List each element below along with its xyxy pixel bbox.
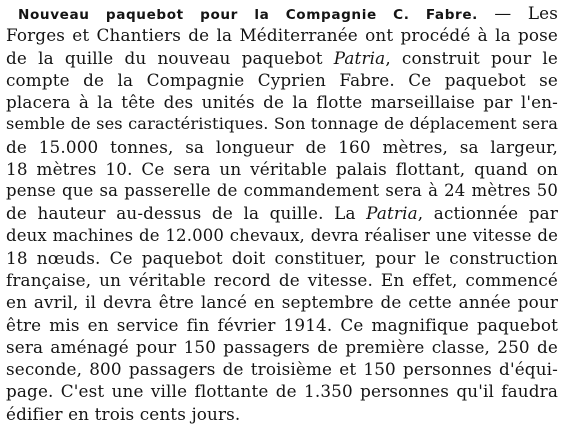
text-line-13 (6, 269, 558, 291)
line-7-text: de 15.000 tonnes, sa longueur de 160 mètres, sa largeur, (6, 136, 558, 157)
line-5-text: placera à la tête des unités de la flotte marseillaise par l'en- (6, 92, 558, 113)
article-heading: Nouveau paquebot pour la Compagnie C. Fabre. (18, 7, 478, 23)
line-10-text-a: de hauteur au-dessus de la quille. La (6, 203, 367, 224)
line-6-text: semble de ses caractéristiques. Son tonnage de déplacement sera (6, 114, 558, 134)
line-19-text: édifier en trois cents jours. (6, 403, 241, 424)
text-line-3 (6, 47, 558, 69)
text-line-12 (6, 247, 558, 269)
text-line-9 (6, 180, 558, 202)
line-17-text: seconde, 800 passagers de troisième et 150 personnes d'équi- (6, 359, 558, 380)
text-line-17 (6, 358, 558, 380)
line-18-text: page. C'est une ville flottante de 1.350 personnes qu'il faudra (6, 381, 558, 402)
text-line-16 (6, 336, 558, 358)
text-line-14 (6, 291, 558, 313)
ship-name-patria: Patria (333, 47, 386, 68)
text-line-15 (6, 314, 558, 336)
text-line-4 (6, 69, 558, 91)
line-13-text: française, un véritable record de vitesse. En effet, commencé (6, 270, 558, 291)
line-12-text: 18 nœuds. Ce paquebot doit constituer, pour le construction (6, 247, 558, 268)
text-line-6 (6, 113, 558, 135)
text-line-1 (18, 2, 558, 24)
text-line-8 (6, 158, 558, 180)
line-9-text: pense que sa passerelle de commandement sera à 24 mètres 50 (6, 181, 558, 201)
text-line-7 (6, 136, 558, 158)
line-2-text: Forges et Chantiers de la Méditerranée ont procédé à la pose (6, 25, 558, 46)
line-4-text: compte de la Compagnie Cyprien Fabre. Ce paquebot se (6, 69, 558, 90)
line-16-text: sera aménagé pour 150 passagers de première classe, 250 de (6, 336, 558, 357)
line-14-text: en avril, il devra être lancé en septembre de cette année pour (6, 292, 558, 313)
text-line-18 (6, 380, 558, 402)
text-line-10 (6, 202, 558, 224)
line-8-text: 18 mètres 10. Ce sera un véritable palais flottant, quand on (6, 158, 558, 179)
line-10-text-b: , actionnée par (417, 203, 559, 224)
line-1-text: — Les (477, 3, 558, 23)
text-line-5 (6, 91, 558, 113)
text-line-11 (6, 225, 558, 247)
ship-name-patria-2: Patria (366, 203, 418, 224)
line-3-text-b: , construit pour le (385, 47, 558, 68)
line-3-text-a: de la quille du nouveau paquebot (6, 47, 334, 68)
text-line-19 (6, 403, 558, 425)
line-11-text: deux machines de 12.000 chevaux, devra réaliser une vitesse de (6, 225, 558, 245)
text-line-2 (6, 24, 558, 46)
line-15-text: être mis en service fin février 1914. Ce magnifique paquebot (6, 314, 558, 335)
